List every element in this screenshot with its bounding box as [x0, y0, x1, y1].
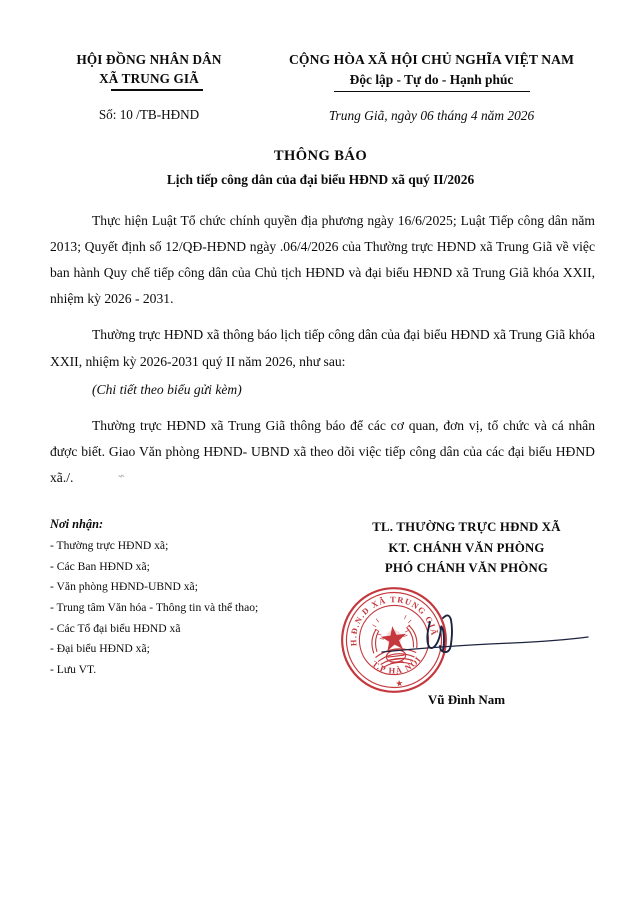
body-paragraph-3 [50, 413, 595, 491]
document-header [0, 0, 641, 124]
signature-block [322, 517, 611, 708]
attachment-note: (Chi tiết theo biểu gửi kèm) [92, 381, 242, 397]
signature-stage [322, 582, 611, 698]
signature-role-line: KT. CHÁNH VĂN PHÒNG [388, 540, 545, 555]
motto-underline [334, 91, 530, 92]
place-and-date: Trung Giã, ngày 06 tháng 4 năm 2026 [328, 108, 535, 124]
svg-text:★: ★ [394, 678, 404, 690]
national-title: CỘNG HÒA XÃ HỘI CHỦ NGHĨA VIỆT NAM [289, 52, 574, 67]
recipient-item: - Văn phòng HĐND-UBND xã; [50, 580, 198, 594]
signer-name: Vũ Đình Nam [427, 692, 506, 708]
recipient-item: - Các Ban HĐND xã; [50, 559, 150, 573]
national-heading [260, 50, 603, 124]
handwritten-mark: ⌁ [116, 468, 126, 484]
recipient-item: - Lưu VT. [50, 662, 97, 676]
title-block [0, 148, 641, 188]
org-underline [111, 89, 203, 90]
recipient-item: - Trung tâm Văn hóa - Thông tin và thể thao; [50, 600, 259, 614]
recipients-list [50, 517, 322, 708]
document-number: Số: 10 /TB-HĐND [98, 106, 200, 122]
document-body [0, 208, 641, 491]
body-paragraph-1: Thực hiện Luật Tổ chức chính quyền địa phương ngày 16/6/2025; Luật Tiếp công dân năm 2013; Quyết định số 12/QĐ-HĐND ngày .06/4/2026 của Thường trực HĐND xã Trung Giã về việc ban hành Quy chế tiếp công dân của Chủ tịch HĐND và đại biểu HĐND xã Trung Giã khóa XXII, nhiệm kỳ 2026 - 2031. [50, 213, 595, 307]
org-line-1: HỘI ĐỒNG NHÂN DÂN [76, 52, 222, 67]
document-footer [0, 517, 641, 708]
svg-text:T.P HÀ NỘI: T.P HÀ NỘI [370, 654, 424, 677]
recipient-item: - Thường trực HĐND xã; [50, 539, 169, 553]
recipient-item: - Các Tổ đại biểu HĐND xã [50, 621, 181, 635]
document-title: THÔNG BÁO [273, 148, 368, 165]
national-motto: Độc lập - Tự do - Hạnh phúc [349, 71, 514, 87]
official-seal-icon [334, 580, 454, 700]
issuing-organization [38, 50, 260, 123]
body-paragraph-2: Thường trực HĐND xã thông báo lịch tiếp công dân của đại biểu HĐND xã Trung Giã khóa XXII, nhiệm kỳ 2026-2031 quý II năm 2026, như sau: [50, 327, 595, 369]
recipients-title: Nơi nhận: [50, 517, 104, 532]
org-line-2: XÃ TRUNG GIÃ [99, 71, 199, 87]
signature-position-line: PHÓ CHÁNH VĂN PHÒNG [384, 560, 549, 575]
body-paragraph-3-text: Thường trực HĐND xã Trung Giã thông báo để các cơ quan, đơn vị, tổ chức và cá nhân được biết. Giao Văn phòng HĐND- UBND xã theo dõi việc tiếp công dân của các đại biểu HĐND xã./. [50, 417, 595, 485]
signature-authority-line: TL. THƯỜNG TRỰC HĐND XÃ [372, 520, 561, 535]
svg-text:H.Đ.N.D XÃ TRUNG GIÃ: H.Đ.N.D XÃ TRUNG GIÃ [349, 595, 439, 647]
document-subtitle: Lịch tiếp công dân của đại biểu HĐND xã quý II/2026 [166, 172, 475, 188]
recipient-item: - Đại biểu HĐND xã; [50, 642, 150, 656]
